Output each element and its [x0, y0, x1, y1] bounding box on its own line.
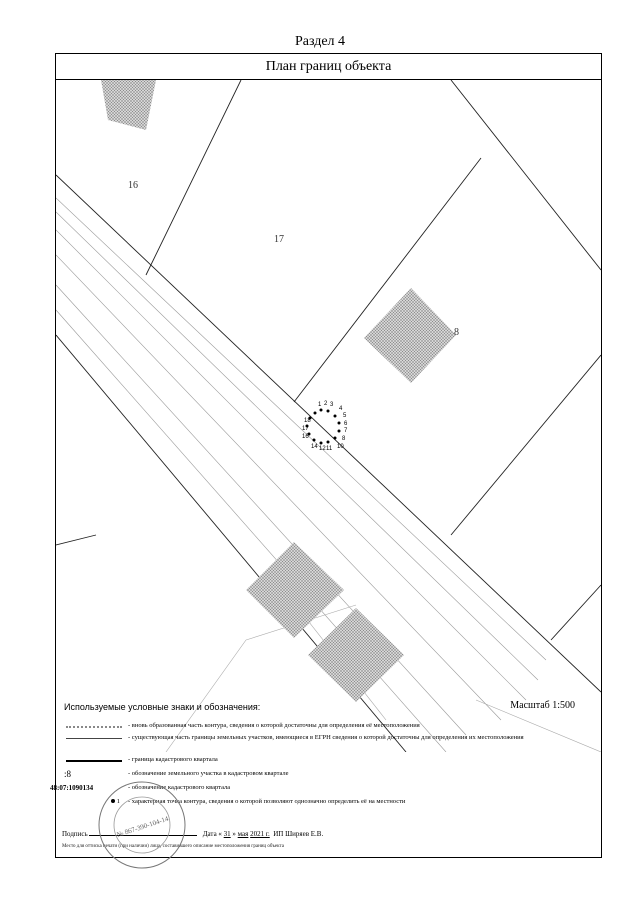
point-label: 12: [319, 446, 326, 452]
legend-text: - обозначение земельного участка в кадастровом квартале: [128, 770, 289, 777]
point-label: 14: [311, 444, 318, 450]
section-title: Раздел 4: [294, 34, 346, 49]
legend-text: - обозначение кадастрового квартала: [128, 784, 231, 791]
parcel-symbol: :8: [64, 769, 72, 779]
object-contour: [306, 409, 341, 445]
boundary-map: [56, 80, 601, 752]
point-symbol: 1: [116, 798, 120, 805]
point-label: 2: [324, 401, 328, 407]
date-year: 2021 г.: [250, 830, 270, 838]
signature-label: Подпись: [62, 830, 88, 838]
point-label: 5: [343, 413, 347, 419]
signer-name: ИП Ширяев Е.В.: [273, 830, 324, 838]
legend-title: Используемые условные знаки и обозначения:: [64, 702, 261, 712]
point-label: 8: [342, 436, 346, 442]
building-hatch: [101, 80, 156, 130]
point-label: 7: [344, 428, 348, 434]
date-day: 31: [223, 830, 231, 838]
date-label: Дата: [202, 830, 217, 838]
point-label: 10: [337, 444, 344, 450]
parcel-label: 8: [454, 327, 459, 338]
point-label: 1: [318, 402, 322, 408]
map-drawing: [56, 80, 601, 752]
legend-text: - характерная точка контура, сведения о которой позволяют однозначно определить её на местности: [128, 798, 406, 805]
parcel-label: 17: [274, 234, 284, 245]
point-label: 16: [302, 434, 309, 440]
stamp-seal: [96, 779, 188, 871]
point-label: 4: [339, 406, 343, 412]
date-month: мая: [237, 830, 249, 838]
signature-line: Подпись Дата « 31 » мая 2021 г. ИП Ширяев Е.В.: [62, 830, 324, 838]
point-label: 6: [344, 421, 348, 427]
parcel-label: 16: [128, 180, 138, 191]
plan-title: План границ объекта: [56, 54, 601, 80]
footnote: Место для оттиска печати (при наличии) лица, составившего описание местоположения границ объекта: [62, 844, 284, 849]
legend-text: - вновь образованная часть контура, сведения о которой достаточны для определения её местоположения: [128, 722, 420, 729]
building-hatch: [246, 542, 344, 638]
document-frame: [50, 53, 602, 858]
point-label: 18: [304, 418, 311, 424]
quarter-symbol: 48:07:1090134: [50, 784, 94, 792]
point-label: 11: [326, 446, 333, 452]
point-label: 3: [330, 402, 334, 408]
building-hatch: [364, 288, 456, 383]
point-label: 17: [302, 426, 309, 432]
legend-text: - существующая часть границы земельных участков, имеющиеся в ЕГРН сведения о которой достаточны для определения их местоположения: [128, 734, 524, 741]
legend-text: - граница кадастрового квартала: [128, 756, 218, 763]
scale-label: Масштаб 1:500: [510, 700, 575, 711]
stamp-number: № 867-390-104-14: [115, 814, 170, 840]
